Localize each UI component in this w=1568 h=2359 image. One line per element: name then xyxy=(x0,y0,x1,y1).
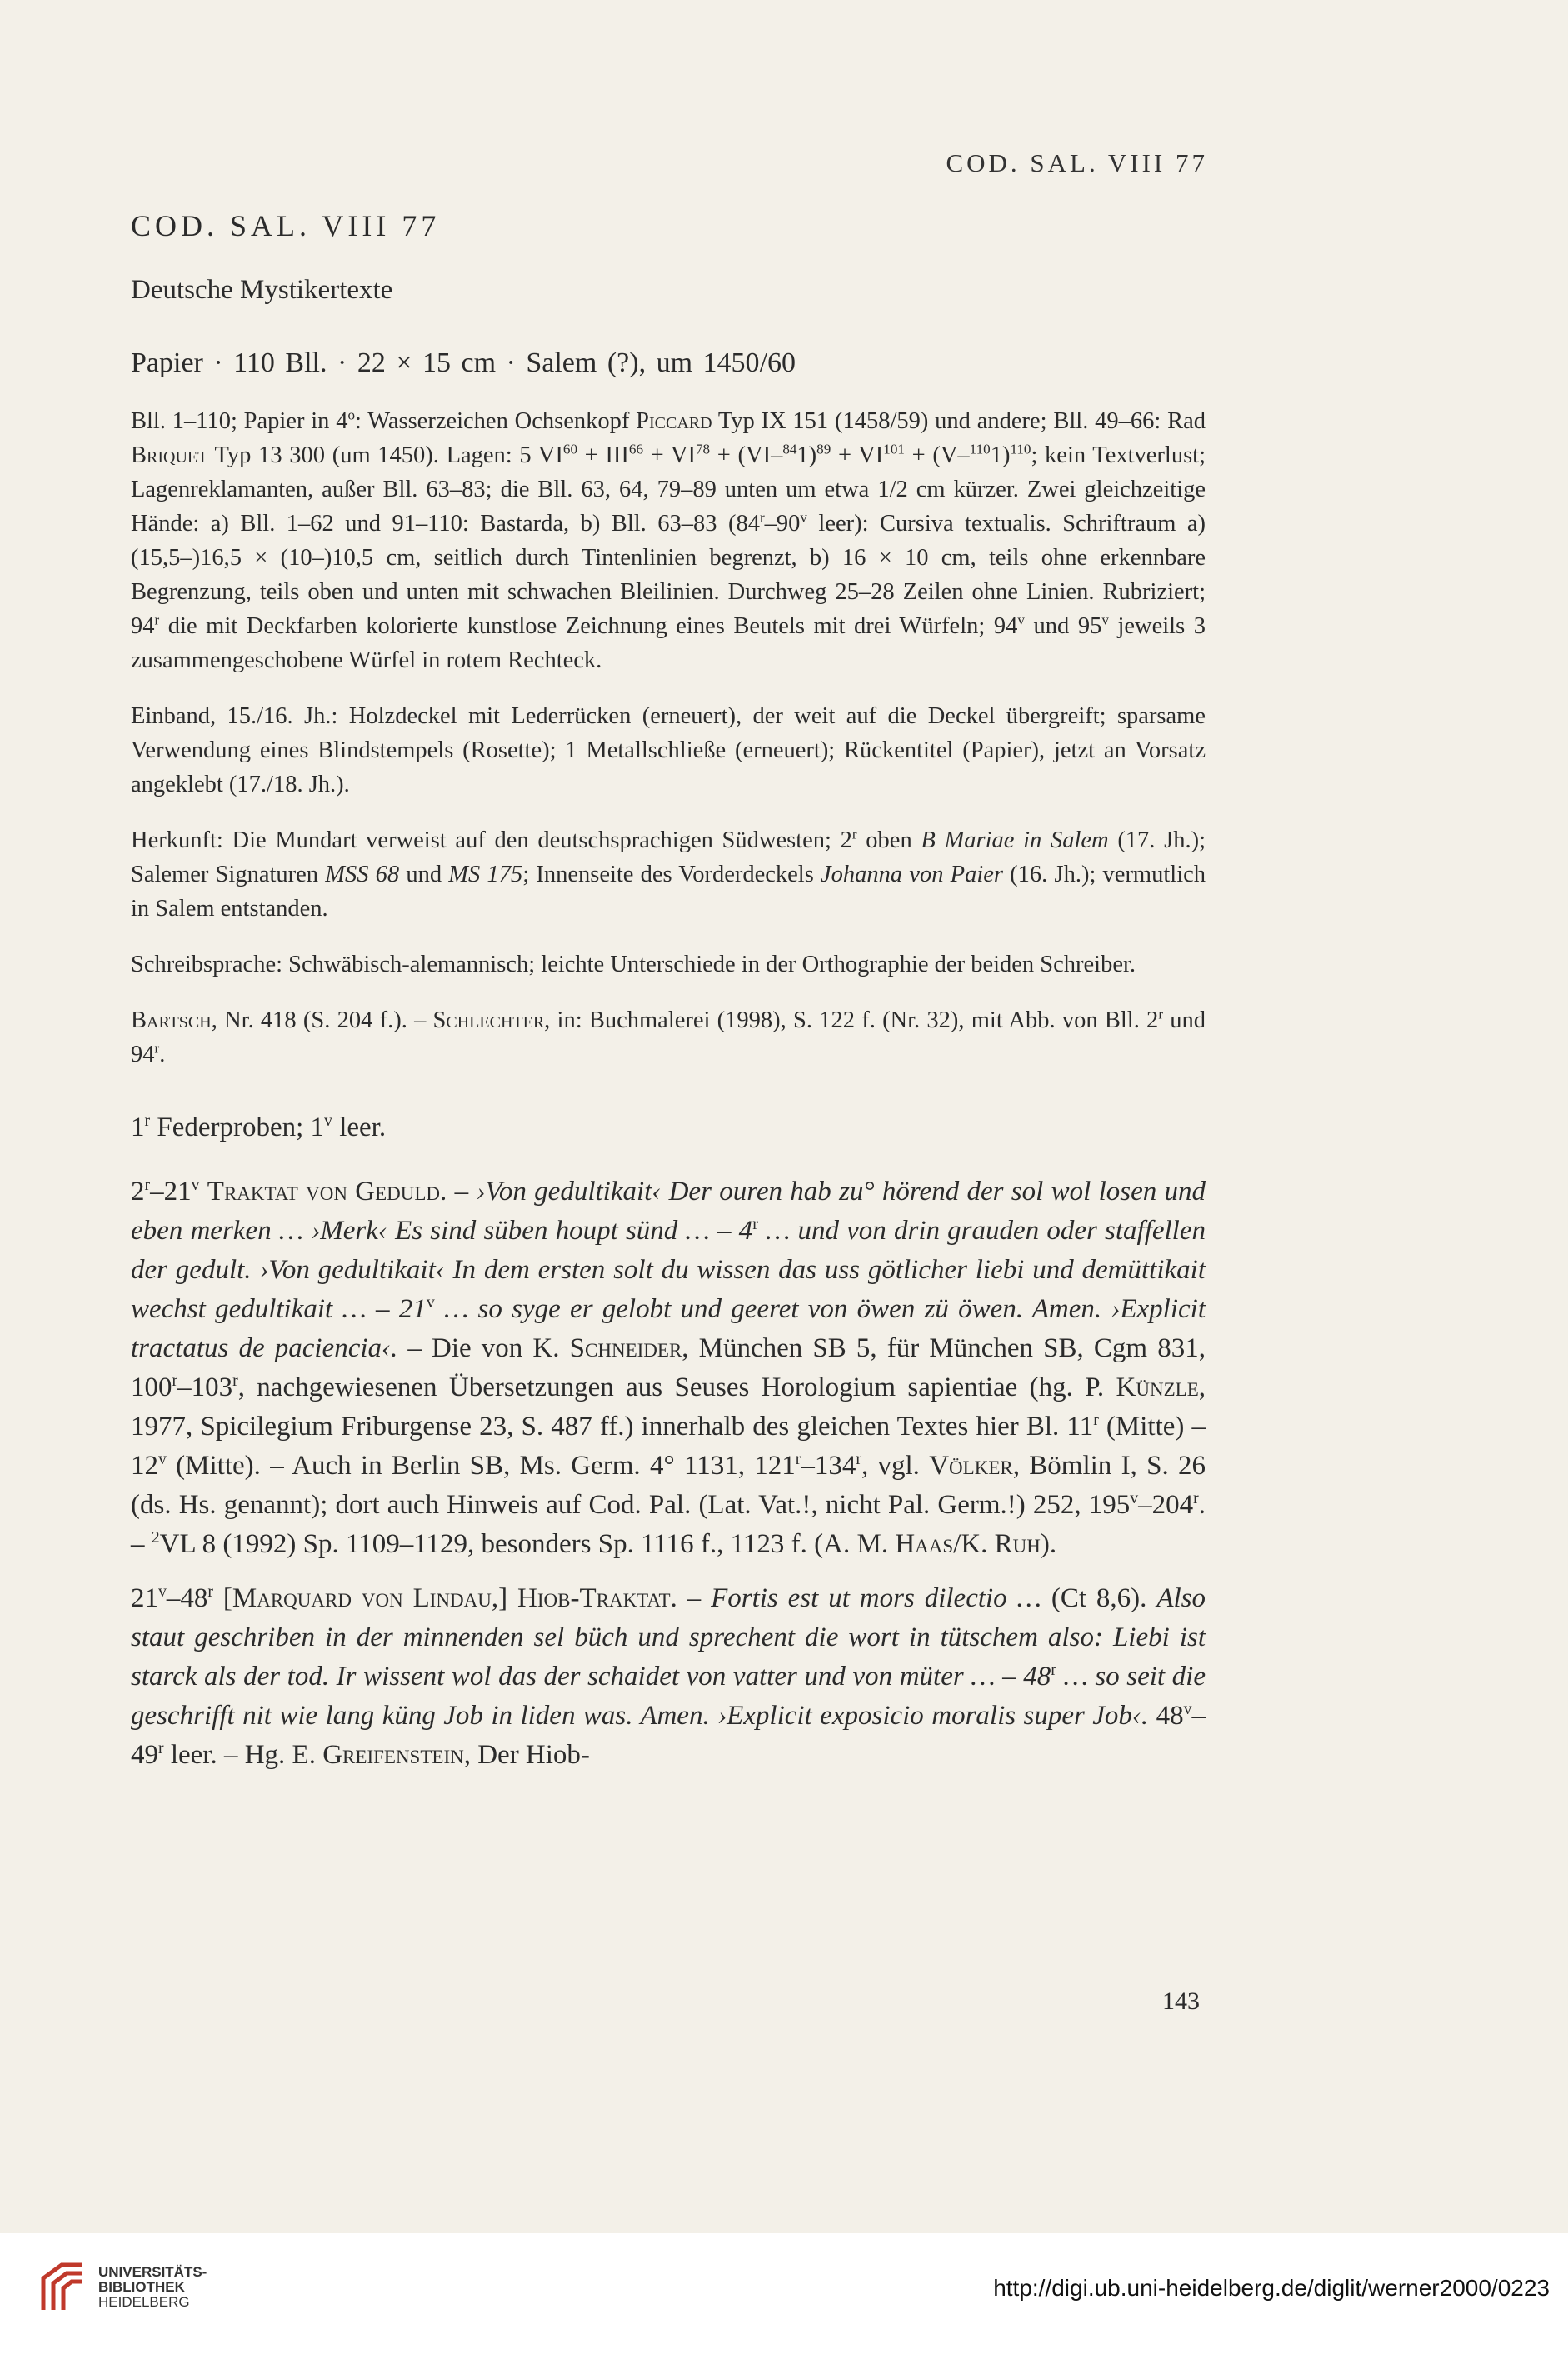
scribal-language: Schreibsprache: Schwäbisch-alemannisch; leichte Unterschiede in der Orthographie der beiden Schreiber. xyxy=(131,952,1136,977)
content-entry-2: 2$^r$–21$^v$ Traktat von Geduld. – ›Von gedultikait‹ Der ouren hab zu° hörend der sol wol losen und eben merken … ›Merk‹ Es sind süben houpt sünd … – 4$^r$ … und von drin grauden oder staffellen der gedult. ›Von gedultikait‹ In dem ersten solt du wissen das uss götlicher liebi und demüttikait wechst gedultikait … – 21$^v$ … so syge er gelobt und geeret von öwen zü öwen. Amen. ›Explicit tractatus de paciencia‹. – Die von K. Schneider, München SB 5, für München SB, Cgm 831, 100$^r$–103$^r$, nachgewiesenen Übersetzungen aus Seuses Horologium sapientiae (hg. P. Künzle, 1977, Spicilegium Friburgense 23, S. 487 ff.) innerhalb des gleichen Textes hier Bl. 11$^r$ (Mitte) – 12$^v$ (Mitte). – Auch in Berlin SB, Ms. Germ. 4° 1131, 121$^r$–134$^r$, vgl. Völker, Bömlin I, S. 26 (ds. Hs. genannt); dort auch Hinweis auf Cod. Pal. (Lat. Vat.!, nicht Pal. Germ.!) 252, 195$^v$–204$^r$. – $^2$VL 8 (1992) Sp. 1109–1129, besonders Sp. 1116 f., 1123 f. (A. M. Haas/K. Ruh). xyxy=(131,1176,1206,1559)
content-entry-1: 1$^r$ Federproben; 1$^v$ leer. xyxy=(131,1112,387,1142)
work-title: Deutsche Mystikertexte xyxy=(131,275,393,305)
binding-description: Einband, 15./16. Jh.: Holzdeckel mit Lederrücken (erneuert), der weit auf die Deckel übergreift; sparsame Verwendung eines Blindstempels (Rosette); 1 Metallschließe (erneuert); Rückentitel (Papier), jetzt an Vorsatz angeklebt (17./18. Jh.). xyxy=(131,703,1206,797)
main-content xyxy=(131,208,1206,1790)
library-name: UNIVERSITÄTS- BIBLIOTHEK HEIDELBERG xyxy=(98,2264,207,2310)
page-number: 143 xyxy=(1162,1987,1200,2015)
provenance: Herkunft: Die Mundart verweist auf den deutschsprachigen Südwesten; 2$^r$ oben B Mariae in Salem (17. Jh.); Salemer Signaturen MSS 68 und MS 175; Innenseite des Vorderdeckels Johanna von Paier (16. Jh.); vermutlich in Salem entstanden. xyxy=(131,826,1206,922)
running-head: COD. SAL. VIII 77 xyxy=(946,148,1208,177)
library-logo-icon xyxy=(37,2260,88,2317)
content-entry-3: 21$^v$–48$^r$ [Marquard von Lindau,] Hiob-Traktat. – Fortis est ut mors dilectio … (Ct 8,6). Also staut geschriben in der minnenden sel büch und sprechent die wort in tütschem also: Liebi ist starck als der tod. Ir wissent wol das der schaidet von vatter und von müter … – 48$^r$ … so seit die geschrifft nit wie lang küng Job in liden was. Amen. ›Explicit exposicio moralis super Job‹. 48$^v$–49$^r$ leer. – Hg. E. Greifenstein, Der Hiob- xyxy=(131,1582,1206,1770)
footer-bar xyxy=(0,2233,1568,2359)
codex-title: COD. SAL. VIII 77 xyxy=(131,209,441,242)
permalink-url[interactable]: http://digi.ub.uni-heidelberg.de/diglit/werner2000/0223 xyxy=(993,2275,1550,2301)
literature: Bartsch, Nr. 418 (S. 204 f.). – Schlechter, in: Buchmalerei (1998), S. 122 f. (Nr. 32), mit Abb. von Bll. 2$^r$ und 94$^r$. xyxy=(131,1006,1206,1067)
physical-summary: Papier · 110 Bll. · 22 × 15 cm · Salem (?), um 1450/60 xyxy=(131,347,796,378)
codicological-description: Bll. 1–110; Papier in 4$^o$: Wasserzeichen Ochsenkopf Piccard Typ IX 151 (1458/59) und andere; Bll. 49–66: Rad Briquet Typ 13 300 (um 1450). Lagen: 5 $VI^{60} + III^{66} + VI^{78} + (VI-^{84}1)^{89} + VI^{101} + (V-^{110}1)^{110}$; kein Textverlust; Lagenreklamanten, außer Bll. 63–83; die Bll. 63, 64, 79–89 unten um etwa 1/2 cm kürzer. Zwei gleichzeitige Hände: a) Bll. 1–62 und 91–110: Bastarda, b) Bll. 63–83 (84$^r$–90$^v$ leer): Cursiva textualis. Schriftraum a) (15,5–)16,5 × (10–)10,5 cm, seitlich durch Tintenlinien begrenzt, b) 16 × 10 cm, teils ohne erkennbare Begrenzung, teils oben und unten mit schwachen Bleilinien. Durchweg 25–28 Zeilen ohne Linien. Rubriziert; 94$^r$ die mit Deckfarben kolorierte kunstlose Zeichnung eines Beutels mit drei Würfeln; 94$^v$ und 95$^v$ jeweils 3 zusammengeschobene Würfel in rotem Rechteck. xyxy=(131,407,1206,673)
